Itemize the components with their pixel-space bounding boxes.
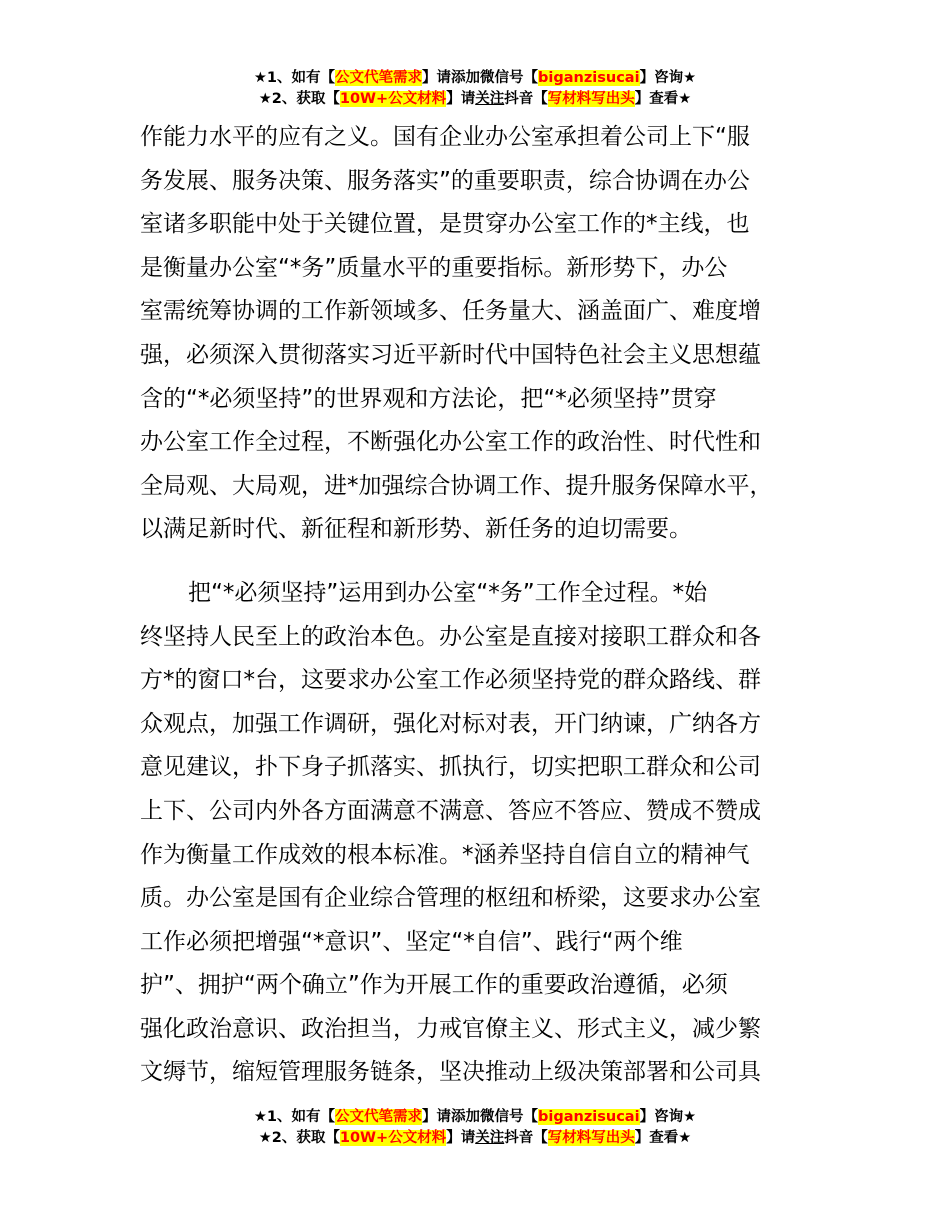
text-line: 质。办公室是国有企业综合管理的枢纽和桥梁，这要求办公室 xyxy=(140,885,761,912)
text-line: 务发展、服务决策、服务落实”的重要职责，综合协调在办公 xyxy=(140,167,750,194)
text-line: 上下、公司内外各方面满意不满意、答应不答应、赞成不赞成 xyxy=(140,797,761,824)
text-line: 强化政治意识、政治担当，力戒官僚主义、形式主义，减少繁 xyxy=(140,1015,761,1042)
paragraph-1 xyxy=(140,116,840,552)
text-line: 文缛节，缩短管理服务链条，坚决推动上级决策部署和公司具 xyxy=(140,1059,761,1086)
text-line: 强，必须深入贯彻落实习近平新时代中国特色社会主义思想蕴 xyxy=(140,341,761,368)
text-line: 作能力水平的应有之义。国有企业办公室承担着公司上下“服 xyxy=(140,124,750,150)
header-banner xyxy=(0,68,950,110)
text-line: 终坚持人民至上的政治本色。办公室是直接对接职工群众和各 xyxy=(140,623,761,650)
paragraph-2 xyxy=(140,572,840,1095)
text-line: 以满足新时代、新征程和新形势、新任务的迫切需要。 xyxy=(140,516,692,543)
text-line: 室诸多职能中处于关键位置，是贯穿办公室工作的*主线，也 xyxy=(140,211,750,238)
text-line: 全局观、大局观，进*加强综合协调工作、提升服务保障水平， xyxy=(140,472,773,499)
footer-highlight-douyin: 写材料写出头 xyxy=(547,1130,635,1146)
document-body xyxy=(140,116,840,1095)
footer-highlight-materials: 10W+公文材料 xyxy=(339,1130,447,1146)
text-line: 工作必须把增强“*意识”、坚定“*自信”、践行“两个维 xyxy=(140,928,683,955)
header-line-1: ★1、如有【公文代笔需求】请添加微信号【biganzisucai】咨询★ xyxy=(253,70,697,86)
paragraph-spacer xyxy=(140,552,840,572)
footer-highlight-wechat-id: biganzisucai xyxy=(538,1109,640,1125)
header-follow-text: 关注 xyxy=(475,91,505,107)
header-line-2: ★2、获取【10W+公文材料】请关注抖音【写材料写出头】查看★ xyxy=(258,91,692,107)
text-line: 是衡量办公室“*务”质量水平的重要指标。新形势下，办公 xyxy=(140,254,728,281)
text-line: 意见建议，扑下身子抓落实、抓执行，切实把职工群众和公司 xyxy=(140,754,761,781)
footer-line-1: ★1、如有【公文代笔需求】请添加微信号【biganzisucai】咨询★ xyxy=(253,1109,697,1125)
text-line: 室需统筹协调的工作新领域多、任务量大、涵盖面广、难度增 xyxy=(140,298,761,325)
text-line: 把“*必须坚持”运用到办公室“*务”工作全过程。*始 xyxy=(188,579,708,606)
header-highlight-ghostwriting: 公文代笔需求 xyxy=(335,70,423,86)
footer-follow-text: 关注 xyxy=(475,1130,505,1146)
footer-banner xyxy=(0,1107,950,1149)
text-line: 方*的窗口*台，这要求办公室工作必须坚持党的群众路线、群 xyxy=(140,667,761,694)
text-line: 作为衡量工作成效的根本标准。*涵养坚持自信自立的精神气 xyxy=(140,841,750,868)
header-highlight-materials: 10W+公文材料 xyxy=(339,91,447,107)
header-highlight-douyin: 写材料写出头 xyxy=(547,91,635,107)
text-line: 含的“*必须坚持”的世界观和方法论，把“*必须坚持”贯穿 xyxy=(140,385,717,412)
text-line: 护”、拥护“两个确立”作为开展工作的重要政治遵循，必须 xyxy=(140,972,728,999)
footer-highlight-ghostwriting: 公文代笔需求 xyxy=(335,1109,423,1125)
header-highlight-wechat-id: biganzisucai xyxy=(538,70,640,86)
footer-line-2: ★2、获取【10W+公文材料】请关注抖音【写材料写出头】查看★ xyxy=(258,1130,692,1146)
text-line: 办公室工作全过程，不断强化办公室工作的政治性、时代性和 xyxy=(140,429,761,456)
text-line: 众观点，加强工作调研，强化对标对表，开门纳谏，广纳各方 xyxy=(140,710,761,737)
